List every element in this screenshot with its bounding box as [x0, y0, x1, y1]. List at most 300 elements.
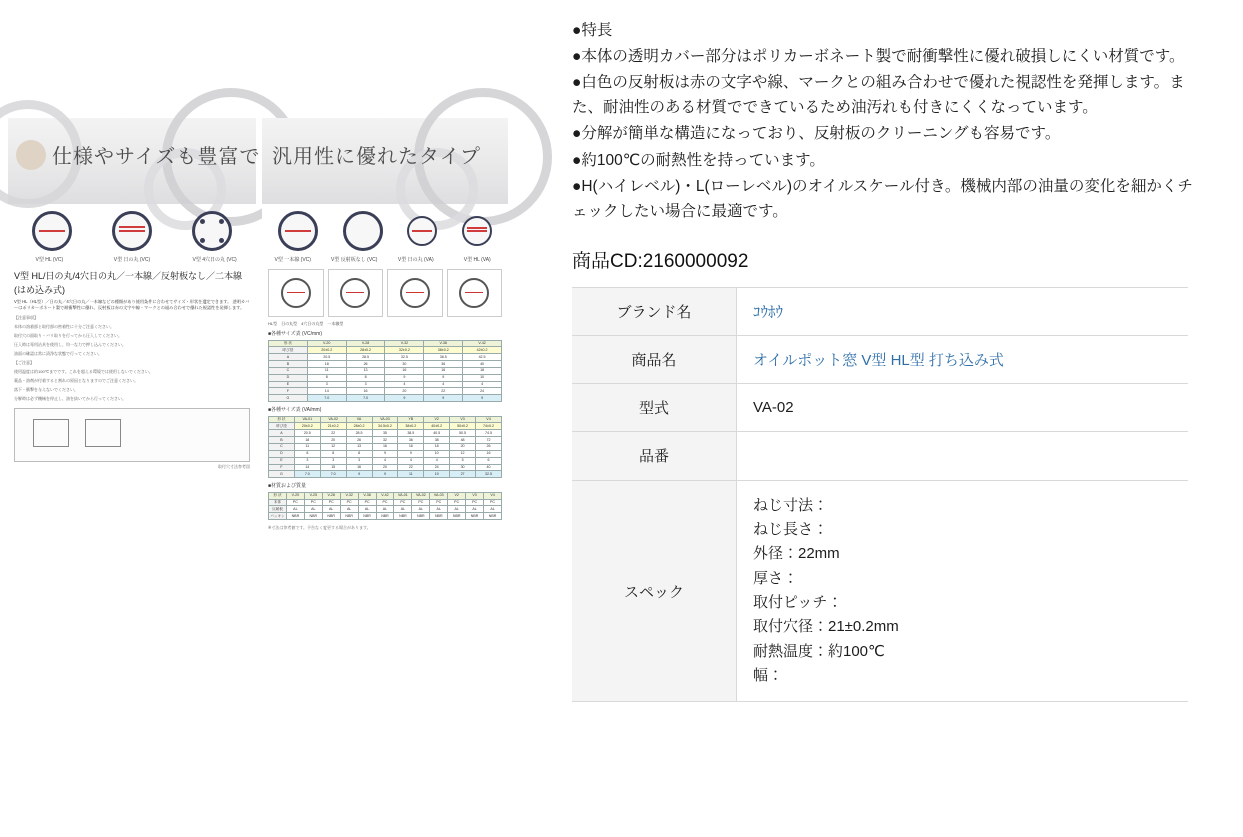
table-cell: 74.5 — [476, 430, 502, 437]
table-cell: 15 — [320, 464, 346, 471]
table-cell: PC — [394, 499, 412, 506]
table-header-cell: 形 状 — [269, 492, 287, 499]
table-row — [269, 437, 502, 444]
feature-line: ●特長 — [572, 22, 613, 39]
table-cell: 9 — [424, 374, 463, 381]
table-cell: PC — [430, 499, 448, 506]
valve-caption: V型 HL (VA) — [463, 257, 491, 263]
table-header-cell: V-28 — [322, 492, 340, 499]
table-cell: 26 — [346, 437, 372, 444]
table-header-cell: VA-02 — [320, 416, 346, 423]
table-cell: 20.5 — [307, 354, 346, 361]
table-cell: B — [269, 361, 308, 368]
table-row — [269, 430, 502, 437]
table-cell: 7.0 — [294, 471, 320, 478]
table-cell: 22 — [320, 430, 346, 437]
table-cell: 16 — [346, 464, 372, 471]
table-cell: PC — [466, 499, 484, 506]
table-cell: 20 — [320, 437, 346, 444]
table-cell: 9 — [385, 395, 424, 402]
table-cell: 40.5 — [424, 430, 450, 437]
table-cell: 8 — [346, 450, 372, 457]
table-row — [269, 464, 502, 471]
table-cell: 42±0.2 — [463, 347, 502, 354]
table-cell: NBR — [394, 513, 412, 520]
diagram-label: 4穴日の丸型 — [301, 321, 324, 326]
table-cell: 11 — [294, 443, 320, 450]
table-cell: 反射板 — [269, 506, 287, 513]
table-cell: 40±0.2 — [424, 423, 450, 430]
table-cell: AL — [430, 506, 448, 513]
dimension-table-va — [268, 416, 502, 479]
table-cell: 16 — [346, 388, 385, 395]
table-header-cell: V-20 — [286, 492, 304, 499]
valve-hl-icon — [32, 211, 72, 251]
table-cell: AL — [340, 506, 358, 513]
diagram-label: 日の丸型 — [281, 321, 298, 326]
table-cell: 32 — [372, 437, 398, 444]
table-cell: G — [269, 395, 308, 402]
table-header-cell: V2 — [424, 416, 450, 423]
table-header-cell: V-32 — [385, 340, 424, 347]
catalog-scan-left — [8, 118, 261, 490]
table-cell: NBR — [466, 513, 484, 520]
valve-hinomaru-icon — [112, 211, 152, 251]
table-row — [269, 347, 502, 354]
spec-value-brand[interactable]: ｺｳﾎｳ — [753, 303, 784, 321]
table-cell: 10 — [424, 450, 450, 457]
scan-left-section-title: V型 HL/日の丸/4穴日の丸／一本線／反射板なし／二本線 (はめ込み式) — [14, 271, 243, 295]
table-cell: PC — [286, 499, 304, 506]
feature-list — [572, 18, 1243, 224]
product-code: 商品CD:2160000092 — [572, 250, 749, 272]
table-row — [269, 367, 502, 374]
table-cell: 7.0 — [307, 395, 346, 402]
diagram-one-line — [447, 269, 503, 317]
table-cell: AL — [412, 506, 430, 513]
spec-row-product-name — [572, 335, 1188, 383]
table-header-cell: V-25 — [304, 492, 322, 499]
table-cell: E — [269, 457, 295, 464]
table-cell: 32.5 — [476, 471, 502, 478]
table-cell: NBR — [286, 513, 304, 520]
table-header-cell: VA-01 — [294, 416, 320, 423]
table-cell: 呼び径 — [269, 423, 295, 430]
table-cell: 20±0.2 — [294, 423, 320, 430]
table-header-cell: V-38 — [424, 340, 463, 347]
scan-left-notes-title: 【注意事項】 — [14, 314, 38, 320]
table-row — [269, 423, 502, 430]
table-cell: NBR — [304, 513, 322, 520]
table-header-cell: VA-03 — [430, 492, 448, 499]
table-header-cell: V2 — [448, 492, 466, 499]
table-cell: A — [269, 430, 295, 437]
scan-left-figure-caption: 取付穴寸法参考図 — [218, 463, 250, 469]
table-cell: 28±0.2 — [346, 423, 372, 430]
feature-line: ●白色の反射板は赤の文字や線、マークとの組み合わせで優れた視認性を発揮します。また、耐油性のある材質でできているため油汚れも付きにくくなっています。 — [572, 74, 1185, 117]
table-cell: 20.5 — [294, 430, 320, 437]
table-cell: 26 — [476, 443, 502, 450]
scan-left-note: 本体の溶着部と取付部の密着性に十分ご注意ください。 — [14, 323, 114, 329]
spec-line-thickness: 厚さ： — [753, 569, 799, 587]
table-cell: 36 — [424, 361, 463, 368]
spec-line-width: 幅： — [753, 666, 784, 684]
table-cell: 19 — [424, 471, 450, 478]
table-cell: AL — [286, 506, 304, 513]
scan-left-note: 油面の確認は常に清浄な状態で行ってください。 — [14, 350, 102, 356]
table-cell: 4 — [385, 381, 424, 388]
table-header-row — [269, 340, 502, 347]
table-cell: NBR — [376, 513, 394, 520]
table-cell: F — [269, 464, 295, 471]
spec-label-model: 型式 — [572, 383, 737, 431]
decorative-dot-icon — [16, 140, 46, 170]
scan-left-intro: V型 HL（HL型）／日の丸／4穴日の丸／一本線などの種類があり使用条件に合わせてサイズ・形状を選定できます。 透明カバーはポリカーボネート製で耐衝撃性に優れ、反射板は赤の文字や線・マークとの組み合わせで優れた視認性を発揮します。 — [14, 299, 250, 311]
table-cell: 16 — [476, 450, 502, 457]
table-cell: 10 — [463, 374, 502, 381]
table-cell: AL — [448, 506, 466, 513]
table-cell: 74±0.2 — [476, 423, 502, 430]
table-cell: 13 — [346, 367, 385, 374]
spec-row-model — [572, 383, 1188, 431]
table-cell: G — [269, 471, 295, 478]
table-cell: 27 — [450, 471, 476, 478]
dim-table-2-title: ■各種サイズ表 (VA/mm) — [268, 407, 322, 414]
table-cell: NBR — [412, 513, 430, 520]
diagram-4hole — [387, 269, 443, 317]
table-cell: 3 — [320, 457, 346, 464]
table-cell: 32.5 — [385, 354, 424, 361]
valve-no-reflector-icon — [343, 211, 383, 251]
table-cell: 22 — [424, 388, 463, 395]
spec-value-model: VA-02 — [753, 398, 794, 416]
feature-line: ●H(ハイレベル)・L(ローレベル)のオイルスケール付き。機械内部の油量の変化を細かくチェックしたい場合に最適です。 — [572, 177, 1193, 220]
table-cell: 16 — [424, 367, 463, 374]
table-cell: AL — [376, 506, 394, 513]
table-header-cell: V3 — [450, 416, 476, 423]
table-cell: D — [269, 450, 295, 457]
product-detail-pane — [572, 0, 1243, 837]
table-cell: AL — [322, 506, 340, 513]
scan-left-caution: 分解時は必ず機械を停止し、油を抜いてから行ってください。 — [14, 395, 126, 401]
table-cell: 14 — [294, 464, 320, 471]
table-cell: 4 — [424, 381, 463, 388]
catalog-scans — [8, 118, 508, 531]
feature-line: ●分解が簡単な構造になっており、反射板のクリーニングも容易です。 — [572, 125, 1061, 143]
table-cell: 16 — [385, 367, 424, 374]
spec-label-spec: スペック — [572, 480, 737, 701]
spec-value-spec — [737, 480, 1189, 701]
table-cell: 6 — [476, 457, 502, 464]
valve-caption: V型 日の丸 (VC) — [113, 257, 151, 263]
spec-label-product-name: 商品名 — [572, 335, 737, 383]
table-header-cell: VA-03 — [372, 416, 398, 423]
valve-caption: V型 4穴日の丸 (VC) — [192, 257, 237, 263]
table-cell: 9 — [463, 395, 502, 402]
spec-row-spec — [572, 480, 1188, 701]
spec-detail-lines — [753, 494, 1172, 688]
table-cell: PC — [448, 499, 466, 506]
table-cell: 20 — [385, 388, 424, 395]
spec-line-thread-length: ねじ長さ： — [753, 521, 829, 539]
table-cell: 12 — [320, 443, 346, 450]
table-row — [269, 443, 502, 450]
table-header-cell: V4 — [476, 416, 502, 423]
spec-label-part-number: 品番 — [572, 431, 737, 480]
diagram-label: 一本線型 — [327, 321, 344, 326]
table-cell: 26 — [346, 361, 385, 368]
table-cell: 38.5 — [398, 430, 424, 437]
table-cell: 18 — [294, 437, 320, 444]
table-header-cell: YB — [398, 416, 424, 423]
table-cell: パッキン — [270, 513, 285, 518]
table-cell: 16 — [398, 443, 424, 450]
table-row — [269, 471, 502, 478]
table-cell: PC — [358, 499, 376, 506]
table-cell: AL — [394, 506, 412, 513]
table-cell: 9 — [424, 395, 463, 402]
scan-left-note: 取付穴の面取り・バリ取りを行ってから圧入してください。 — [14, 332, 122, 338]
table-cell: 3 — [346, 381, 385, 388]
table-cell: 本体 — [269, 499, 287, 506]
table-cell: 3 — [307, 381, 346, 388]
spec-value-part-number — [737, 431, 1189, 480]
material-table — [268, 492, 502, 520]
table-cell: 14 — [307, 388, 346, 395]
table-cell: 22 — [398, 464, 424, 471]
table-cell: 28.5 — [346, 354, 385, 361]
spec-label-brand: ブランド名 — [572, 287, 737, 335]
product-spec-table — [572, 287, 1188, 702]
table-cell: 42.5 — [463, 354, 502, 361]
scan-left-valve-captions — [8, 256, 256, 263]
table-cell: AL — [358, 506, 376, 513]
table-row — [269, 388, 502, 395]
table-cell: F — [269, 388, 308, 395]
table-cell: 8 — [307, 374, 346, 381]
table-cell: 21±0.2 — [320, 423, 346, 430]
table-cell: 40 — [476, 464, 502, 471]
table-cell: 11 — [398, 471, 424, 478]
table-cell: 38±0.2 — [398, 423, 424, 430]
table-cell: PC — [322, 499, 340, 506]
table-header-cell: V-42 — [376, 492, 394, 499]
table-cell: 9 — [372, 471, 398, 478]
catalog-scan-right — [262, 118, 508, 531]
table-cell: 38 — [424, 437, 450, 444]
table-cell: 18 — [307, 361, 346, 368]
table-cell: 20±0.2 — [307, 347, 346, 354]
table-cell: 18 — [424, 443, 450, 450]
valve-caption: V型 反射板なし (VC) — [331, 257, 378, 263]
table-cell: 3 — [294, 457, 320, 464]
valve-4hole-icon — [192, 211, 232, 251]
spec-line-heat-resistance: 耐熱温度：約100℃ — [753, 642, 885, 660]
table-header-cell: 形 状 — [269, 340, 308, 347]
table-cell: 34.5±0.2 — [372, 423, 398, 430]
table-cell: 呼び径 — [269, 347, 308, 354]
spec-value-product-name[interactable]: オイルポット窓 V型 HL型 打ち込み式 — [753, 351, 1004, 369]
table-cell: E — [269, 381, 308, 388]
table-cell: B — [269, 437, 295, 444]
table-header-cell: VA-01 — [394, 492, 412, 499]
table-row — [269, 506, 502, 513]
table-cell: 5 — [450, 457, 476, 464]
table-cell: 28.5 — [346, 430, 372, 437]
table-cell: 9 — [346, 471, 372, 478]
scan-right-diagrams — [268, 269, 502, 317]
table-cell: 9 — [372, 450, 398, 457]
table-cell: NBR — [448, 513, 466, 520]
scan-left-note: 圧入時は専用治具を使用し、均一な力で押し込んでください。 — [14, 341, 126, 347]
valve-caption: V型 一本線 (VC) — [274, 257, 311, 263]
table-row — [269, 374, 502, 381]
scan-right-banner — [262, 118, 508, 204]
material-table-title: ■材質および質量 — [268, 483, 307, 490]
scan-left-caution-title: 【ご注意】 — [14, 359, 34, 365]
table-cell: NBR — [340, 513, 358, 520]
table-cell: D — [269, 374, 308, 381]
scan-right-valve-captions — [262, 256, 508, 263]
table-cell: 32±0.2 — [385, 347, 424, 354]
scan-right-note: ※寸法は参考値です。予告なく変更する場合があります。 — [268, 525, 371, 531]
table-cell: 9 — [398, 450, 424, 457]
figure-shape — [33, 419, 69, 447]
spec-line-outer-diameter: 外径：22mm — [753, 545, 840, 563]
scan-left-caution: 薬品・溶剤が付着すると割れの原因となりますのでご注意ください。 — [14, 377, 138, 383]
table-header-cell: V-42 — [463, 340, 502, 347]
table-cell: C — [269, 367, 308, 374]
table-header-cell: V-20 — [307, 340, 346, 347]
table-cell: PC — [412, 499, 430, 506]
table-row — [269, 499, 502, 506]
table-cell: 20 — [450, 443, 476, 450]
valve-caption: V型 HL (VC) — [35, 257, 64, 263]
table-header-cell: 形 状 — [269, 416, 295, 423]
spec-row-brand — [572, 287, 1188, 335]
table-row — [269, 354, 502, 361]
table-cell: 36 — [398, 437, 424, 444]
table-row — [269, 381, 502, 388]
table-header-cell: V3 — [466, 492, 484, 499]
table-cell: 4 — [424, 457, 450, 464]
feature-line: ●約100℃の耐熱性を持っています。 — [572, 151, 825, 169]
scan-left-banner — [8, 118, 261, 204]
figure-shape — [85, 419, 121, 447]
table-cell: 18 — [463, 367, 502, 374]
table-cell: 4 — [398, 457, 424, 464]
table-cell: 28±0.2 — [346, 347, 385, 354]
table-cell: NBR — [358, 513, 376, 520]
valve-hinomaru-va-icon — [407, 216, 437, 246]
table-cell: 4 — [463, 381, 502, 388]
dimension-table-vc — [268, 340, 502, 403]
table-row — [269, 395, 502, 402]
scan-left-headline: 仕様やサイズも豊富で — [52, 144, 261, 168]
table-header-cell: VA — [346, 416, 372, 423]
scan-right-text — [262, 263, 508, 535]
table-cell: 16 — [372, 443, 398, 450]
scan-right-headline: 汎用性に優れたタイプ — [272, 144, 481, 168]
table-cell: 9 — [385, 374, 424, 381]
diagram-hl — [268, 269, 324, 317]
table-cell: 38±0.2 — [424, 347, 463, 354]
table-cell: 40 — [463, 361, 502, 368]
table-cell: 50.5 — [450, 430, 476, 437]
valve-hl-va-icon — [462, 216, 492, 246]
scan-left-caution: 使用温度は約100℃までです。これを超える環境では使用しないでください。 — [14, 368, 153, 374]
feature-line: ●本体の透明カバー部分はポリカーボネート製で耐衝撃性に優れ破損しにくい材質です。 — [572, 48, 1185, 66]
scan-left-text — [8, 263, 256, 474]
table-cell: NBR — [322, 513, 340, 520]
spec-line-mount-pitch: 取付ピッチ： — [753, 594, 843, 612]
table-header-cell: V4 — [484, 492, 502, 499]
table-row — [269, 450, 502, 457]
table-cell: 11 — [307, 367, 346, 374]
table-cell: 12 — [450, 450, 476, 457]
valve-one-line-icon — [278, 211, 318, 251]
catalog-image-pane — [0, 0, 572, 837]
table-cell: PC — [304, 499, 322, 506]
table-cell: 4 — [372, 457, 398, 464]
table-cell: PC — [340, 499, 358, 506]
scan-left-caution: 落下・衝撃を与えないでください。 — [14, 386, 78, 392]
scan-left-figure — [14, 408, 250, 462]
spec-line-thread-size: ねじ寸法： — [753, 496, 829, 514]
table-cell: 3 — [346, 457, 372, 464]
table-header-row — [269, 492, 502, 499]
table-cell: 7.0 — [320, 471, 346, 478]
valve-caption: V型 日の丸 (VA) — [397, 257, 434, 263]
table-header-cell: V-32 — [340, 492, 358, 499]
scan-right-diagram-labels — [268, 321, 502, 327]
table-cell: 30 — [385, 361, 424, 368]
table-cell: PC — [376, 499, 394, 506]
table-header-cell: V-38 — [358, 492, 376, 499]
table-row — [269, 457, 502, 464]
table-cell: 7.0 — [346, 395, 385, 402]
table-cell: 8 — [346, 374, 385, 381]
scan-left-valve-photos — [8, 204, 256, 258]
diagram-label: HL型 — [268, 321, 278, 326]
table-row — [269, 361, 502, 368]
table-cell: A — [269, 354, 308, 361]
table-cell: 24 — [424, 464, 450, 471]
table-header-row — [269, 416, 502, 423]
table-cell: 30 — [450, 464, 476, 471]
table-cell: C — [269, 443, 295, 450]
diagram-hinomaru — [328, 269, 384, 317]
dim-table-1-title: ■各種サイズ表 (VC/mm) — [268, 331, 323, 337]
table-cell: 24 — [463, 388, 502, 395]
table-cell: 20 — [372, 464, 398, 471]
table-cell: 8 — [320, 450, 346, 457]
table-cell: NBR — [430, 513, 448, 520]
table-cell: 38.5 — [424, 354, 463, 361]
table-cell: PC — [484, 499, 502, 506]
table-cell: 72 — [476, 437, 502, 444]
table-cell: 50±0.2 — [450, 423, 476, 430]
table-cell: AL — [466, 506, 484, 513]
spec-line-mount-hole-diameter: 取付穴径：21±0.2mm — [753, 618, 899, 636]
spec-row-part-number — [572, 431, 1188, 480]
table-cell: 35 — [372, 430, 398, 437]
table-cell: 8 — [294, 450, 320, 457]
table-cell: AL — [484, 506, 502, 513]
table-cell: 48 — [450, 437, 476, 444]
table-row — [269, 513, 502, 520]
table-header-cell: V-28 — [346, 340, 385, 347]
